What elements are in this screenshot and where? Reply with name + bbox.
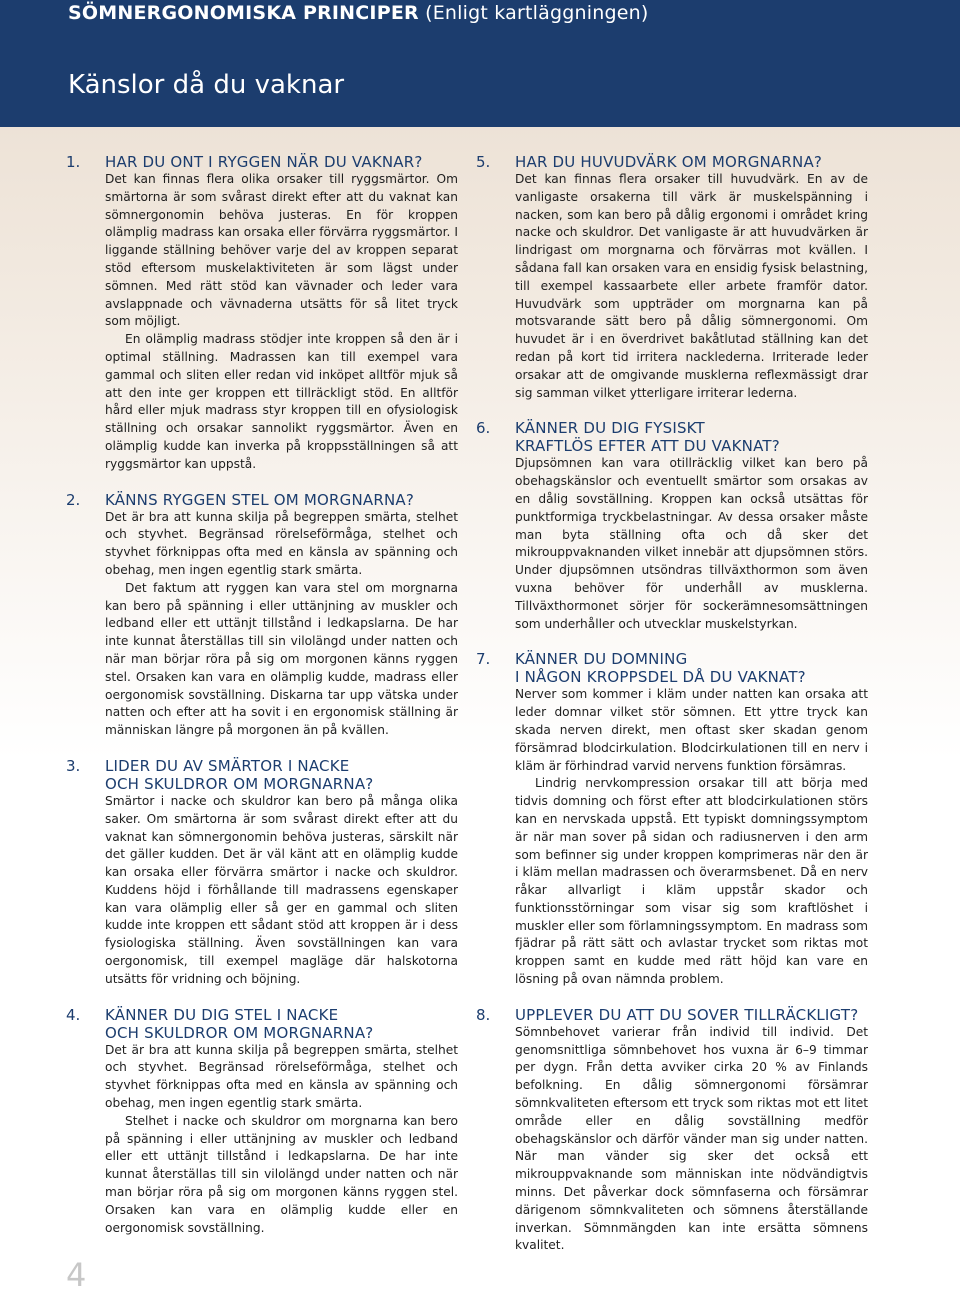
question-section <box>476 1006 868 1255</box>
question-heading <box>515 1006 868 1024</box>
question-section <box>476 419 868 633</box>
question-heading <box>515 153 868 171</box>
category-subtitle: (Enligt kartläggningen) <box>425 2 649 24</box>
question-section <box>66 153 458 474</box>
heading-line: KÄNNS RYGGEN STEL OM MORGNARNA? <box>105 490 415 509</box>
body-paragraph: Djupsömnen kan vara otillräcklig vilket kan bero på obehagskänslor och eventuellt smärtor som orsakas av en dålig sovställning. Kroppen kan också utsättas för punktformiga tryckbelastningar. Av dessa orsaker måste man byta ställning ofta och då sker det mikrouppvaknanden vilket innebär att djupsömnen störs. Under djupsömnen utsöndras tillväxthormon som även vuxna behöver för underhåll av musklerna. Tillväxthormonet sörjer för sockerämnesomsättningen som underhåller och utvecklar muskelstyrkan. <box>515 456 868 631</box>
question-heading <box>105 491 458 509</box>
question-heading <box>105 757 458 793</box>
heading-line: HAR DU ONT I RYGGEN NÄR DU VAKNAR? <box>105 153 423 171</box>
question-number: 3. <box>66 756 81 775</box>
heading-line: UPPLEVER DU ATT DU SOVER TILLRÄCKLIGT? <box>515 1005 859 1024</box>
body-paragraph: Det är bra att kunna skilja på begreppen smärta, stelhet och styvhet. Begränsad rörelseförmåga, stelhet och styvhet förknippas ofta med en känsla av spänning och obehag, men ingen egentlig stark smärta. <box>105 1042 458 1111</box>
question-heading <box>105 153 458 171</box>
section-category <box>68 2 648 24</box>
question-number: 7. <box>476 650 491 669</box>
body-paragraph: En olämplig madrass stödjer inte kroppen så den är i optimal ställning. Madrassen kan till exempel vara gammal och sliten eller redan vid inköpet alltför mjuk så att den inte ger kroppen ett tillräckligt stöd. En alltför hård eller mjuk madrass styr kroppen till en ofysiologisk ställning och orsakar sannolikt ryggsmärtor. Även en olämplig kudde kan inverka på kroppsställningen så att ryggsmärtor kan uppstå. <box>105 332 458 471</box>
question-section <box>66 491 458 740</box>
category-title: SÖMNERGONOMISKA PRINCIPER <box>68 2 419 24</box>
page-title: Känslor då du vaknar <box>68 70 345 100</box>
question-section <box>476 650 868 989</box>
body-paragraph: Smärtor i nacke och skuldror kan bero på många olika saker. Om smärtorna är som svårast direkt efter att du vaknat kan sömnergonomin behöva justeras, särskilt när det gäller kudden. Det är väl känt att en olämplig kudde kan orsaka eller förvärra smärtor i nacke och skuldror. Kuddens höjd i förhållande till madrassens egenskaper kan vara olämplig eller så ger en gammal och sliten kudde inte kroppen ett sådant stöd att kroppen är i dess fysiologiska ställning. Även sovställningen kan vara oergonomisk, till exempel magläge där halskotorna utsätts för vridning och böjning. <box>105 793 458 986</box>
heading-line: KÄNNER DU DIG STEL I NACKE <box>105 1005 339 1024</box>
heading-line: HAR DU HUVUDVÄRK OM MORGNARNA? <box>515 153 823 171</box>
right-column <box>476 153 868 1272</box>
question-number: 2. <box>66 490 81 509</box>
body-paragraph: Sömnbehovet varierar från individ till individ. Det genomsnittliga sömnbehovet hos vuxna är 6–9 timmar per dygn. Från detta avviker cirka 20 % av Finlands befolkning. En dålig sömnergonomi försämrar sömnkvaliteten eftersom ett tryck som riktas mot ett litet område eller en dålig sovställning medför obehagskänslor och därför vänder man sig under natten. När man vänder sig sker det också ett mikrouppvaknande som människan inte nödvändigtvis minns. Det påverkar dock sömnfaserna och försämrar därigenom sömnkvaliteten och sömnens återställande inverkan. Sömnmängden kan inte ersätta sömnens kvalitet. <box>515 1024 868 1253</box>
body-paragraph: Lindrig nervkompression orsakar till att börja med tidvis domning och först efter att blodcirkulationen störs kan en nervskada uppstå. Ett typiskt domningssymptom är när man sover på sidan och radiusnerven i den arm som befinner sig under kroppen komprimeras när den är i kläm mellan madrassen och överarmsbenet. Då en nerv råkar allvarligt i kläm uppstår skador och funktionsstörningar som visar sig som kraftlöshet i muskler eller som förlamningssymptom. En madrass som fjädrar på rätt sätt och avlastar trycket som riktas mot kroppen samt en kudde med rätt höjd kan vare en lösning på ovan nämnda problem. <box>515 776 868 987</box>
body-paragraph: Stelhet i nacke och skuldror om morgnarna kan bero på spänning i eller uttänjning av muskler och ledband eller ett uttänjt tillstånd i ledkapslarna. De har inte kunnat återställas till sin vilolängd under natten och när man börjar röra på sig om morgonen känns ryggen stel. Orsaken kan vara en olämplig kudde eller en oergonomisk sovställning. <box>105 1113 458 1235</box>
question-number: 4. <box>66 1005 81 1024</box>
question-number: 5. <box>476 153 491 171</box>
heading-line: KÄNNER DU DOMNING <box>515 650 688 669</box>
question-section <box>66 1006 458 1238</box>
heading-line: KRAFTLÖS EFTER ATT DU VAKNAT? <box>515 437 780 456</box>
question-heading <box>105 1006 458 1042</box>
body-paragraph: Det kan finnas flera orsaker till huvudvärk. En av de vanligaste orsakerna till värk är muskelspänning i nacken, som kan bero på dålig ergonomi i området kring nacke och skuldror. Det vanligaste är att huvudvärken är lindrigast om morgnarna och förvärras mot kvällen. I sådana fall kan orsaken vara en ensidig fysisk belastning, till exempel kassaarbete eller arbete framför dator. Huvudvärk som uppträder om morgnarna kan på motsvarande sätt bero på dålig sömnergonomi. Om huvudet är i en överdrivet bakåtlutad ställning kan det redan på kort tid irritera nacklederna. Irriterade leder orsakar att de omgivande musklerna reflexmässigt drar sig samman vilket ytterligare irriterar lederna. <box>515 172 868 400</box>
question-number: 1. <box>66 153 81 171</box>
question-number: 6. <box>476 419 491 438</box>
heading-line: KÄNNER DU DIG FYSISKT <box>515 419 705 438</box>
body-paragraph: Det faktum att ryggen kan vara stel om morgnarna kan bero på spänning i eller uttänjning av muskler och ledband eller ett uttänjt tillstånd i ledkapslarna. De har inte kunnat återställas till sin vilolängd under natten och när man börjar röra på sig om morgonen känns ryggen stel. Orsaken kan vara en olämplig kudde, madrass eller oergonomisk sovställning. Diskarna tar upp vätska under natten och efter att ha sovit i en ergonomisk ställning är människan längre på morgonen än på kvällen. <box>105 580 458 738</box>
question-section <box>66 757 458 989</box>
body-paragraph: Det är bra att kunna skilja på begreppen smärta, stelhet och styvhet. Begränsad rörelseförmåga, stelhet och styvhet förknippas ofta med en känsla av spänning och obehag, men ingen egentlig stark smärta. <box>105 509 458 577</box>
heading-line: OCH SKULDROR OM MORGNARNA? <box>105 1023 374 1042</box>
heading-line: I NÅGON KROPPSDEL DÅ DU VAKNAT? <box>515 668 806 687</box>
body-paragraph: Nerver som kommer i kläm under natten kan orsaka att leder domnar vilket stör sömnen. Ett yttre tryck kan skada nerven direkt, men oftast sker skadan genom försämrad blodcirkulation. Blodcirkulationen till en nerv i kläm är förhindrad varvid nervens funktion försämras. <box>515 687 868 773</box>
question-section <box>476 153 868 402</box>
left-column <box>66 153 458 1254</box>
header-banner <box>0 0 960 127</box>
question-heading <box>515 650 868 686</box>
question-number: 8. <box>476 1005 491 1024</box>
heading-line: OCH SKULDROR OM MORGNARNA? <box>105 774 374 793</box>
heading-line: LIDER DU AV SMÄRTOR I NACKE <box>105 756 350 775</box>
question-heading <box>515 419 868 455</box>
body-paragraph: Det kan finnas flera olika orsaker till ryggsmärtor. Om smärtorna är som svårast direkt efter att du vaknat kan sömnergonomin behöva justeras. En för kroppen olämplig madrass kan orsaka eller förvärra ryggsmärtor. I liggande ställning behöver varje del av kroppen separat stöd eftersom muskelaktiviteten är som lägst under sömnen. Med rätt stöd kan vävnader och leder vara avslappnade och vävnaderna utsätts för så litet tryck som möjligt. <box>105 172 458 329</box>
page-number: 4 <box>66 1256 87 1294</box>
